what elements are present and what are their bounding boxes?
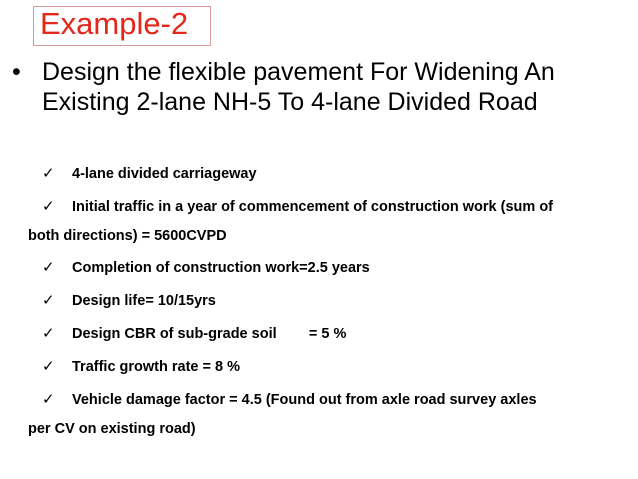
list-item-text: Completion of construction work=2.5 years (72, 260, 370, 276)
check-mark-icon: ✓ (42, 325, 55, 342)
list-item-text: Vehicle damage factor = 4.5 (Found out from axle road survey axles (72, 392, 537, 408)
main-bullet-icon: • (12, 58, 21, 86)
check-mark-icon: ✓ (42, 391, 55, 408)
list-item-text: Traffic growth rate = 8 % (72, 359, 241, 375)
list-item-continuation: per CV on existing road) (28, 421, 196, 437)
list-item-text: 4-lane divided carriageway (72, 166, 257, 182)
main-bullet-text: Design the flexible pavement For Widening An Existing 2-lane NH-5 To 4-lane Divided Road (42, 58, 555, 116)
check-mark-icon: ✓ (42, 198, 55, 215)
list-item-text: Design life= 10/15yrs (72, 293, 216, 309)
slide-title: Example-2 (40, 6, 189, 41)
check-mark-icon: ✓ (42, 358, 55, 375)
list-item-continuation: both directions) = 5600CVPD (28, 228, 227, 244)
check-mark-icon: ✓ (42, 165, 55, 182)
list-item-text: Design CBR of sub-grade soil = 5 % (72, 326, 347, 342)
list-item-text: Initial traffic in a year of commencement of construction work (sum of (72, 199, 553, 215)
check-mark-icon: ✓ (42, 292, 55, 309)
check-mark-icon: ✓ (42, 259, 55, 276)
